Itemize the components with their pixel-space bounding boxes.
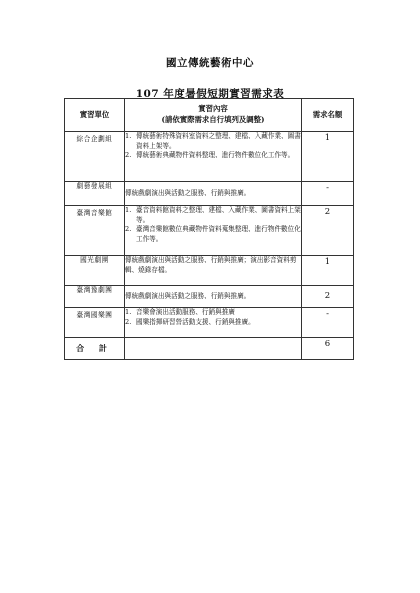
content-item — [125, 151, 301, 161]
count-cell: 1 — [302, 132, 354, 182]
table-header-row — [65, 99, 354, 132]
document-title: 107 年度暑假短期實習需求表 — [135, 88, 285, 100]
count-cell: 1 — [302, 256, 354, 286]
table-row — [65, 182, 354, 206]
content-cell: 傳統戲劇演出與活動之服務、行銷與推廣；演出影音資料剪輯、燒錄存檔。 — [125, 256, 302, 286]
total-label: 合 計 — [65, 338, 125, 360]
count-cell: 2 — [302, 286, 354, 308]
item-text: 國樂指揮研習營活動支援、行銷與推廣。 — [136, 317, 255, 326]
content-cell — [125, 132, 302, 182]
count-cell: - — [302, 308, 354, 338]
total-count: 6 — [302, 338, 354, 360]
header-content-line1: 實習內容 — [198, 104, 228, 114]
content-cell — [125, 206, 302, 256]
item-text: 傳統藝術特殊資料室資料之整理、建檔、入藏作業、圖書資料上架等。 — [136, 132, 301, 150]
unit-cell: 劇藝發展組 — [65, 182, 125, 206]
unit-cell: 臺灣豫劇團 — [65, 286, 125, 308]
total-content-cell — [125, 338, 302, 360]
header-content — [125, 99, 302, 132]
item-number: 2. — [125, 225, 132, 234]
item-number: 1. — [125, 206, 132, 214]
item-text: 音樂會演出活動服務、行銷與推廣 — [136, 308, 235, 316]
unit-cell: 國光劇團 — [65, 256, 125, 286]
total-row — [65, 338, 354, 360]
header-count: 需求名額 — [302, 99, 354, 132]
unit-cell: 臺灣音樂館 — [65, 206, 125, 256]
internship-requirements-table — [64, 98, 354, 360]
item-text: 傳統藝術典藏物件資料整理、進行物件數位化工作等。 — [136, 151, 295, 160]
content-cell: 傳統戲劇演出與活動之服務、行銷與推廣。 — [125, 286, 302, 308]
table-row — [65, 308, 354, 338]
unit-cell: 綜合企劃組 — [65, 132, 125, 182]
header-content-line2: (請依實際需求自行填列及調整) — [161, 115, 265, 124]
count-cell: 2 — [302, 206, 354, 256]
count-cell: - — [302, 182, 354, 206]
content-cell — [125, 308, 302, 338]
table-row — [65, 286, 354, 308]
item-number: 2. — [125, 317, 132, 326]
unit-cell: 臺灣國樂團 — [65, 308, 125, 338]
table-row — [65, 132, 354, 182]
item-number: 2. — [125, 151, 132, 160]
content-item — [125, 318, 301, 328]
organization-title: 國立傳統藝術中心 — [166, 57, 254, 69]
item-number: 1. — [125, 132, 132, 140]
content-cell: 傳統戲劇演出與活動之服務、行銷與推廣。 — [125, 182, 302, 206]
table-row — [65, 256, 354, 286]
header-unit: 實習單位 — [65, 99, 125, 132]
item-text: 臺音資料館資料之整理、建檔、入藏作業、圖書資料上架等。 — [136, 206, 301, 224]
content-item — [125, 225, 301, 244]
content-item — [125, 206, 301, 225]
item-text: 臺灣音樂館數位典藏物件資料蒐集整理、進行物件數位化工作等。 — [136, 225, 301, 243]
content-item — [125, 132, 301, 151]
table-row — [65, 206, 354, 256]
content-item — [125, 308, 301, 318]
item-number: 1. — [125, 308, 132, 316]
